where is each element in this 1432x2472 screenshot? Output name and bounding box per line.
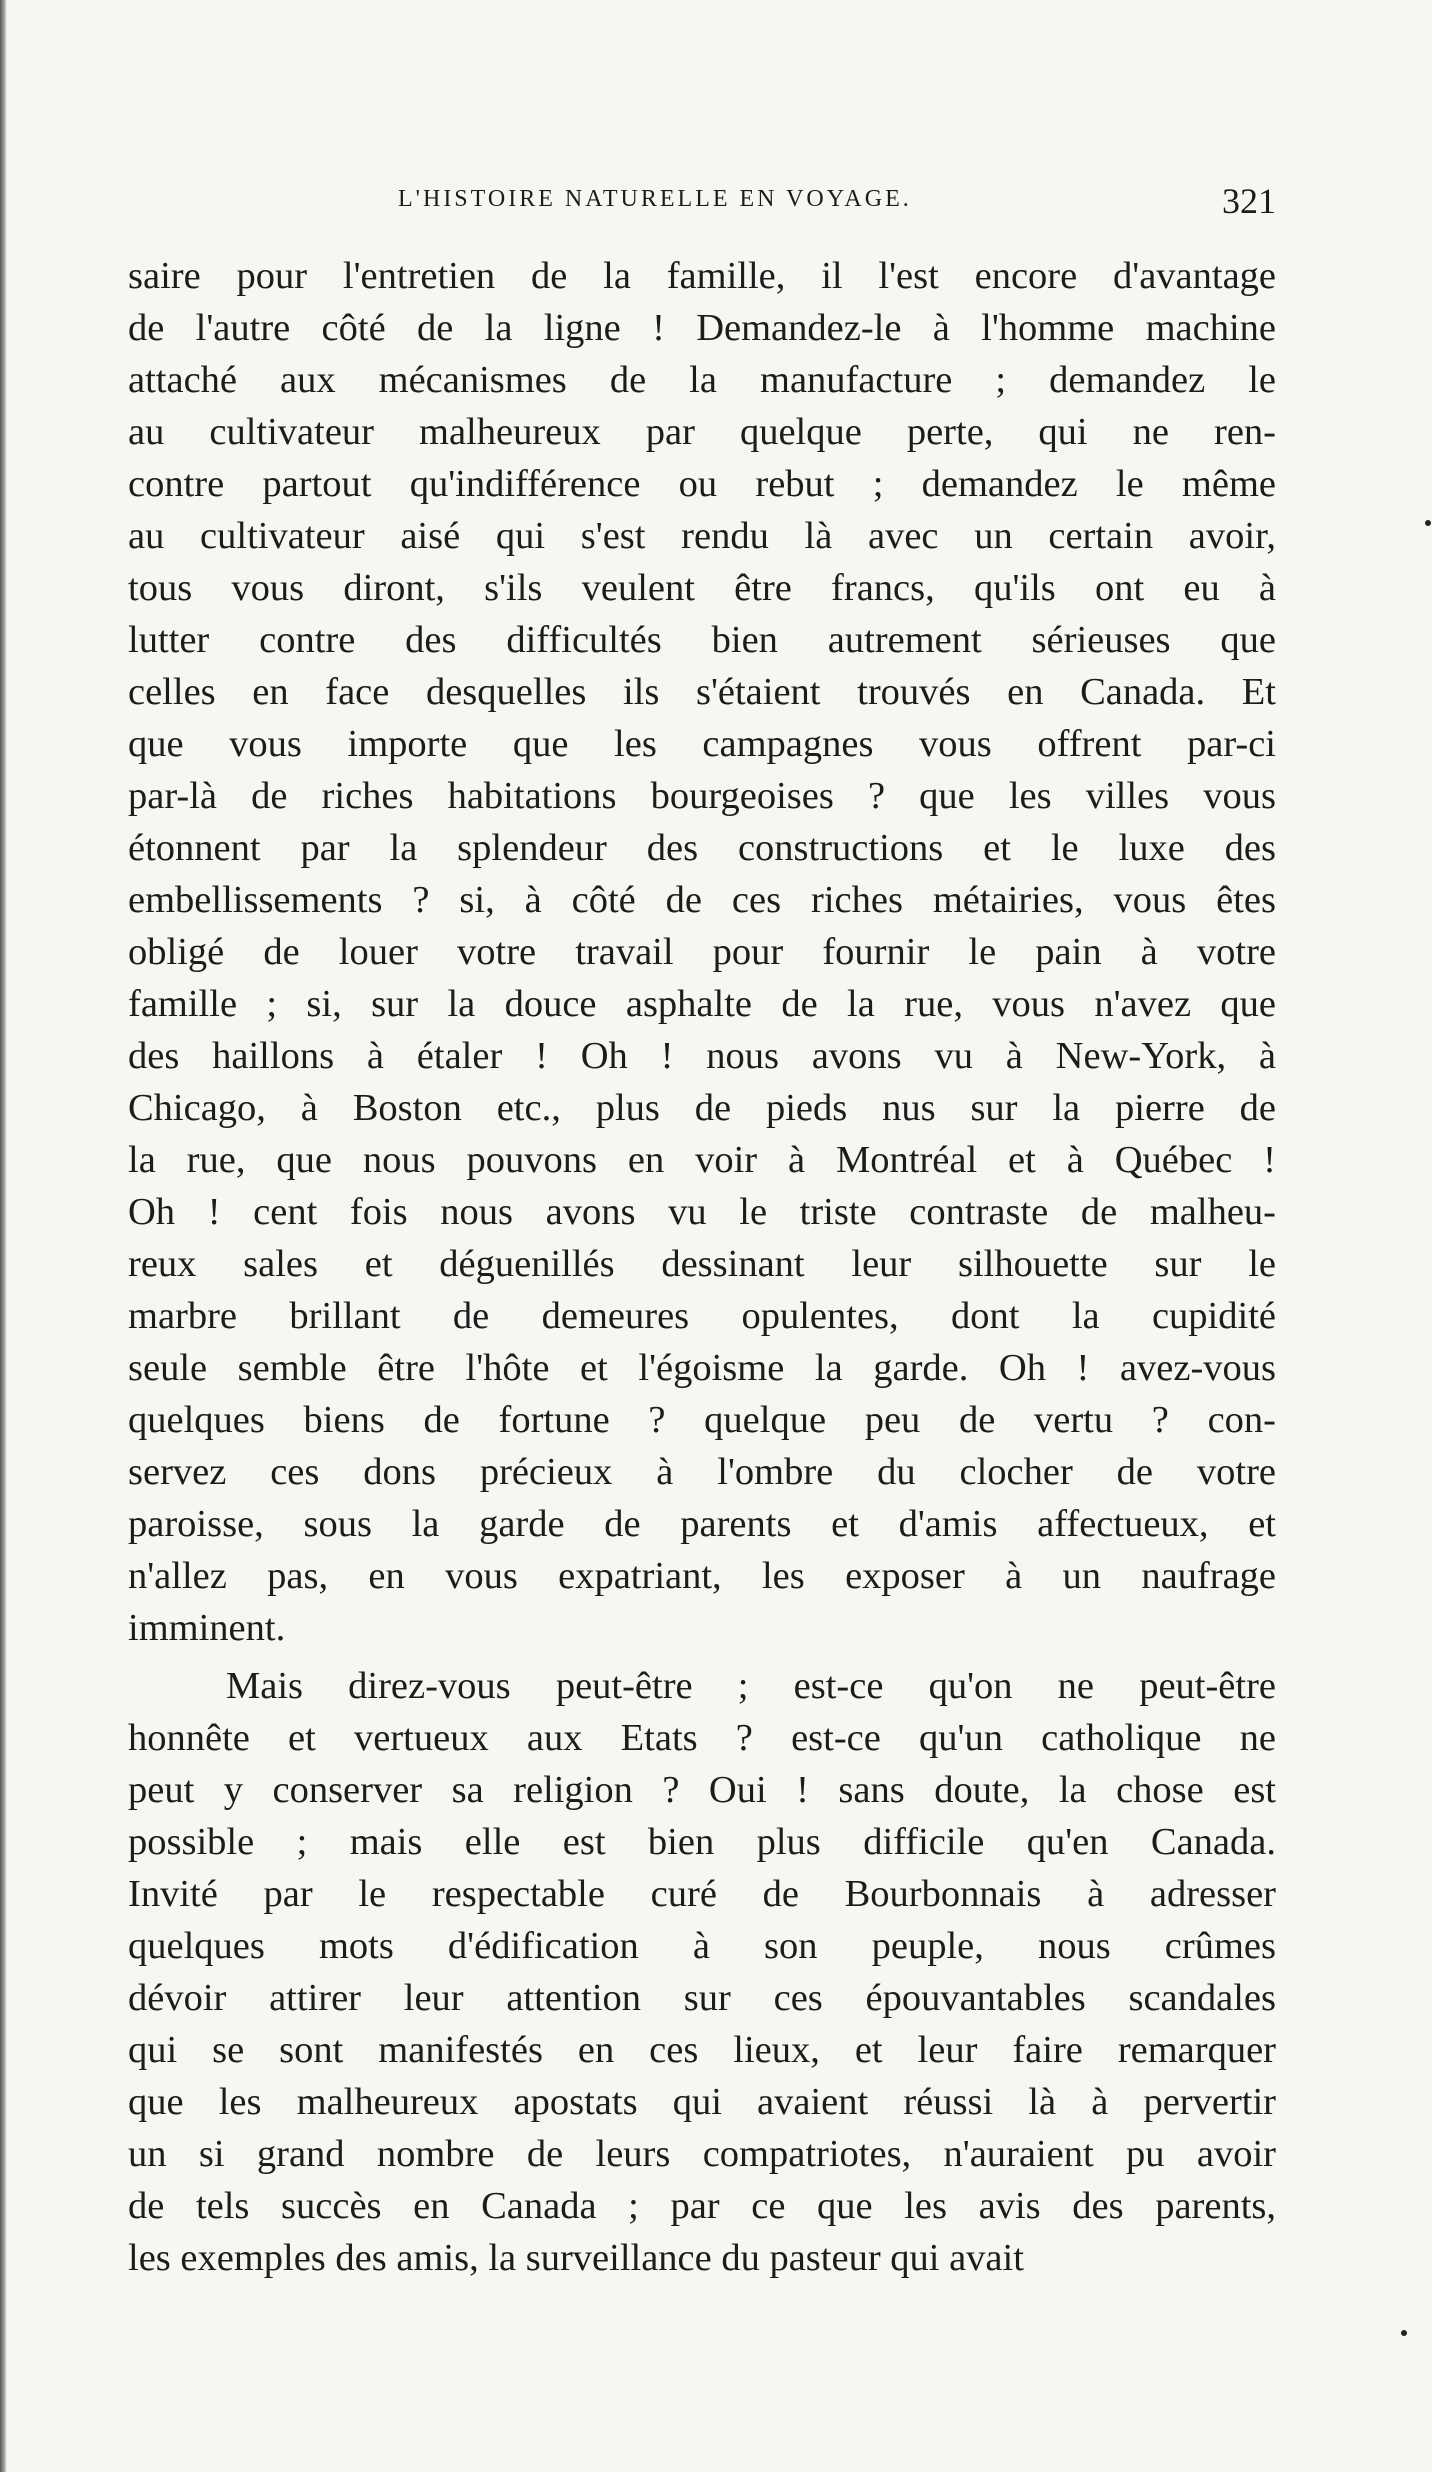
text-line: possible ; mais elle est bien plus difficile qu'en Canada. bbox=[128, 1821, 1276, 1863]
text-line: Mais direz-vous peut-être ; est-ce qu'on ne peut-être bbox=[226, 1665, 1276, 1707]
text-line: attaché aux mécanismes de la manufacture ; demandez le bbox=[128, 359, 1276, 401]
text-line: Chicago, à Boston etc., plus de pieds nus sur la pierre de bbox=[128, 1087, 1276, 1129]
text-line: la rue, que nous pouvons en voir à Montréal et à Québec ! bbox=[128, 1139, 1276, 1181]
text-line: marbre brillant de demeures opulentes, dont la cupidité bbox=[128, 1295, 1276, 1337]
text-line: que vous importe que les campagnes vous offrent par-ci bbox=[128, 723, 1276, 765]
text-line: quelques mots d'édification à son peuple, nous crûmes bbox=[128, 1925, 1276, 1967]
text-line: un si grand nombre de leurs compatriotes, n'auraient pu avoir bbox=[128, 2133, 1276, 2175]
text-line: lutter contre des difficultés bien autrement sérieuses que bbox=[128, 619, 1276, 661]
text-line: peut y conserver sa religion ? Oui ! sans doute, la chose est bbox=[128, 1769, 1276, 1811]
text-line: par-là de riches habitations bourgeoises ? que les villes vous bbox=[128, 775, 1276, 817]
book-page bbox=[128, 180, 1276, 2284]
text-line: de tels succès en Canada ; par ce que les avis des parents, bbox=[128, 2185, 1276, 2227]
text-line: paroisse, sous la garde de parents et d'amis affectueux, et bbox=[128, 1503, 1276, 1545]
page-number: 321 bbox=[1222, 181, 1276, 221]
text-line: famille ; si, sur la douce asphalte de la rue, vous n'avez que bbox=[128, 983, 1276, 1025]
text-line: celles en face desquelles ils s'étaient trouvés en Canada. Et bbox=[128, 671, 1276, 713]
text-line: n'allez pas, en vous expatriant, les exposer à un naufrage bbox=[128, 1555, 1276, 1597]
text-line: reux sales et déguenillés dessinant leur silhouette sur le bbox=[128, 1243, 1276, 1285]
text-line: qui se sont manifestés en ces lieux, et leur faire remarquer bbox=[128, 2029, 1276, 2071]
text-line: obligé de louer votre travail pour fournir le pain à votre bbox=[128, 931, 1276, 973]
running-head bbox=[128, 180, 1276, 240]
text-line: imminent. bbox=[128, 1607, 286, 1649]
text-line: au cultivateur malheureux par quelque perte, qui ne ren- bbox=[128, 411, 1276, 453]
text-line: étonnent par la splendeur des constructions et le luxe des bbox=[128, 827, 1276, 869]
paragraph bbox=[128, 250, 1276, 1654]
text-line: au cultivateur aisé qui s'est rendu là avec un certain avoir, bbox=[128, 515, 1276, 557]
text-line: quelques biens de fortune ? quelque peu de vertu ? con- bbox=[128, 1399, 1276, 1441]
text-line: servez ces dons précieux à l'ombre du clocher de votre bbox=[128, 1451, 1276, 1493]
text-line: que les malheureux apostats qui avaient réussi là à pervertir bbox=[128, 2081, 1276, 2123]
text-line: honnête et vertueux aux Etats ? est-ce qu'un catholique ne bbox=[128, 1717, 1276, 1759]
ink-speck bbox=[1425, 520, 1431, 526]
text-line: Oh ! cent fois nous avons vu le triste contraste de malheu- bbox=[128, 1191, 1276, 1233]
text-line: saire pour l'entretien de la famille, il l'est encore d'avantage bbox=[128, 255, 1276, 297]
running-title: L'HISTOIRE NATURELLE EN VOYAGE. bbox=[398, 186, 912, 212]
text-line: de l'autre côté de la ligne ! Demandez-le à l'homme machine bbox=[128, 307, 1276, 349]
text-line: embellissements ? si, à côté de ces riches métairies, vous êtes bbox=[128, 879, 1276, 921]
ink-speck bbox=[1401, 2330, 1407, 2336]
paragraph bbox=[128, 1660, 1276, 2284]
text-line: des haillons à étaler ! Oh ! nous avons vu à New-York, à bbox=[128, 1035, 1276, 1077]
text-line: dévoir attirer leur attention sur ces épouvantables scandales bbox=[128, 1977, 1276, 2019]
body-text bbox=[128, 250, 1276, 2284]
text-line: seule semble être l'hôte et l'égoisme la garde. Oh ! avez-vous bbox=[128, 1347, 1276, 1389]
text-line: contre partout qu'indifférence ou rebut ; demandez le même bbox=[128, 463, 1276, 505]
text-line: tous vous diront, s'ils veulent être francs, qu'ils ont eu à bbox=[128, 567, 1276, 609]
page-edge-shadow bbox=[0, 0, 7, 2472]
text-line: Invité par le respectable curé de Bourbonnais à adresser bbox=[128, 1873, 1276, 1915]
text-line: les exemples des amis, la surveillance du pasteur qui avait bbox=[128, 2237, 1024, 2279]
